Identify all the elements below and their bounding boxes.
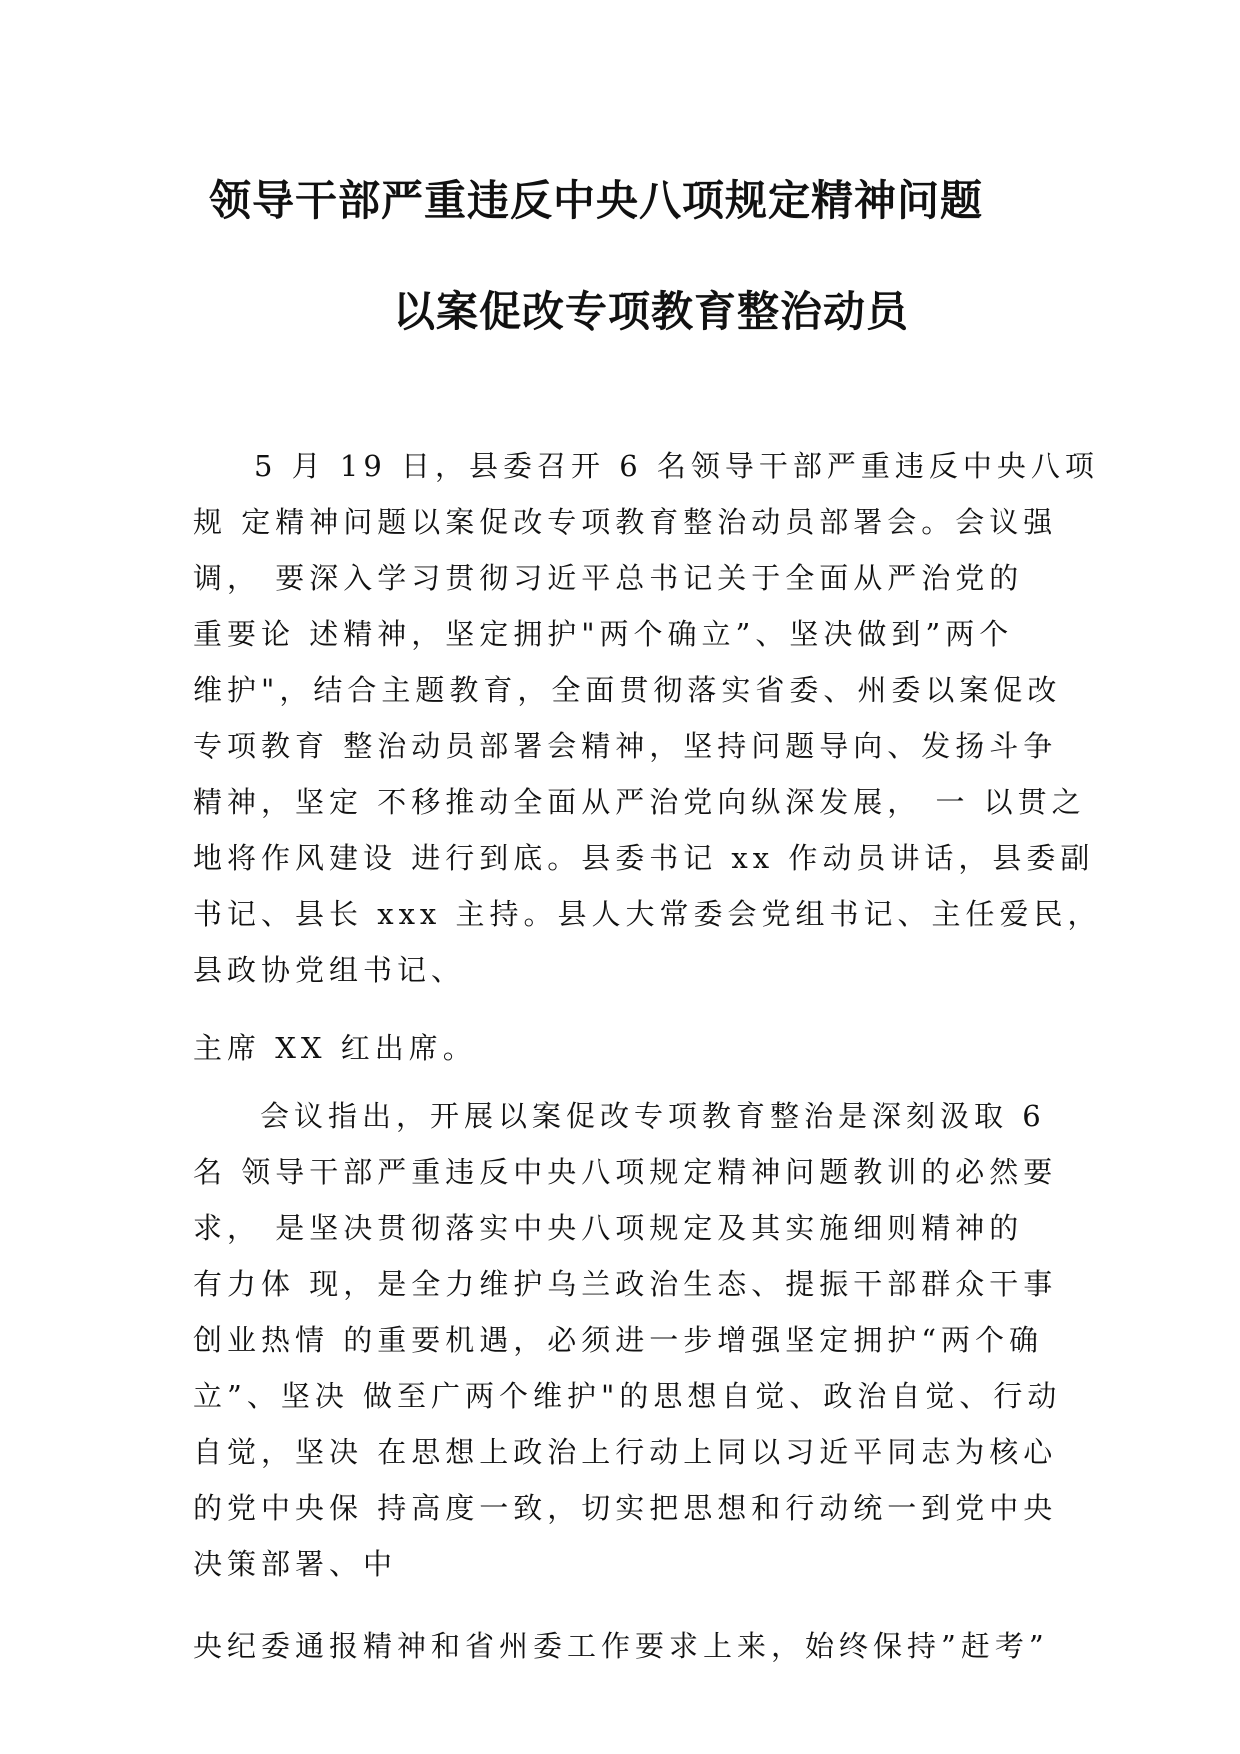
body-line: 立”、坚决 做至广两个维护"的思想自觉、政治自觉、行动 bbox=[193, 1379, 1062, 1413]
body-line: 名 领导干部严重违反中央八项规定精神问题教训的必然要 bbox=[193, 1155, 1058, 1189]
body-line: 有力体 现，是全力维护乌兰政治生态、提振干部群众干事 bbox=[193, 1267, 1058, 1301]
body-line: 精神，坚定 不移推动全面从严治党向纵深发展， 一 以贯之 bbox=[193, 785, 1086, 819]
body-line: 自觉，坚决 在思想上政治上行动上同以习近平同志为核心 bbox=[193, 1435, 1058, 1469]
body-line: 重要论 述精神，坚定拥护"两个确立”、坚决做到”两个 bbox=[193, 617, 1014, 651]
body-line: 决策部署、中 bbox=[193, 1547, 398, 1581]
body-line: 规 定精神问题以案促改专项教育整治动员部署会。会议强 bbox=[193, 505, 1058, 539]
body-line: 县政协党组书记、 bbox=[193, 953, 466, 987]
body-line: 维护"，结合主题教育，全面贯彻落实省委、州委以案促改 bbox=[193, 673, 1062, 707]
body-line: 求， 是坚决贯彻落实中央八项规定及其实施细则精神的 bbox=[193, 1211, 1024, 1245]
body-line: 央纪委通报精神和省州委工作要求上来，始终保持”赶考” bbox=[193, 1629, 1049, 1663]
document-title-line-2: 以案促改专项教育整治动员 bbox=[393, 287, 910, 336]
body-line: 的党中央保 持高度一致，切实把思想和行动统一到党中央 bbox=[193, 1491, 1058, 1525]
body-line: 专项教育 整治动员部署会精神，坚持问题导向、发扬斗争 bbox=[193, 729, 1058, 763]
document-title-line-1: 领导干部严重违反中央八项规定精神问题 bbox=[209, 176, 984, 225]
body-line: 创业热情 的重要机遇，必须进一步增强坚定拥护“两个确 bbox=[193, 1323, 1044, 1357]
body-line: 地将作风建设 进行到底。县委书记 xx 作动员讲话，县委副 bbox=[193, 841, 1095, 875]
body-line: 主席 XX 红出席。 bbox=[193, 1031, 477, 1065]
body-line: 书记、县长 xxx 主持。县人大常委会党组书记、主任爱民， bbox=[193, 897, 1102, 931]
body-line: 5 月 19 日，县委召开 6 名领导干部严重违反中央八项 bbox=[254, 449, 1099, 483]
body-line: 会议指出，开展以案促改专项教育整治是深刻汲取 6 bbox=[260, 1099, 1046, 1133]
body-line: 调， 要深入学习贯彻习近平总书记关于全面从严治党的 bbox=[193, 561, 1024, 595]
